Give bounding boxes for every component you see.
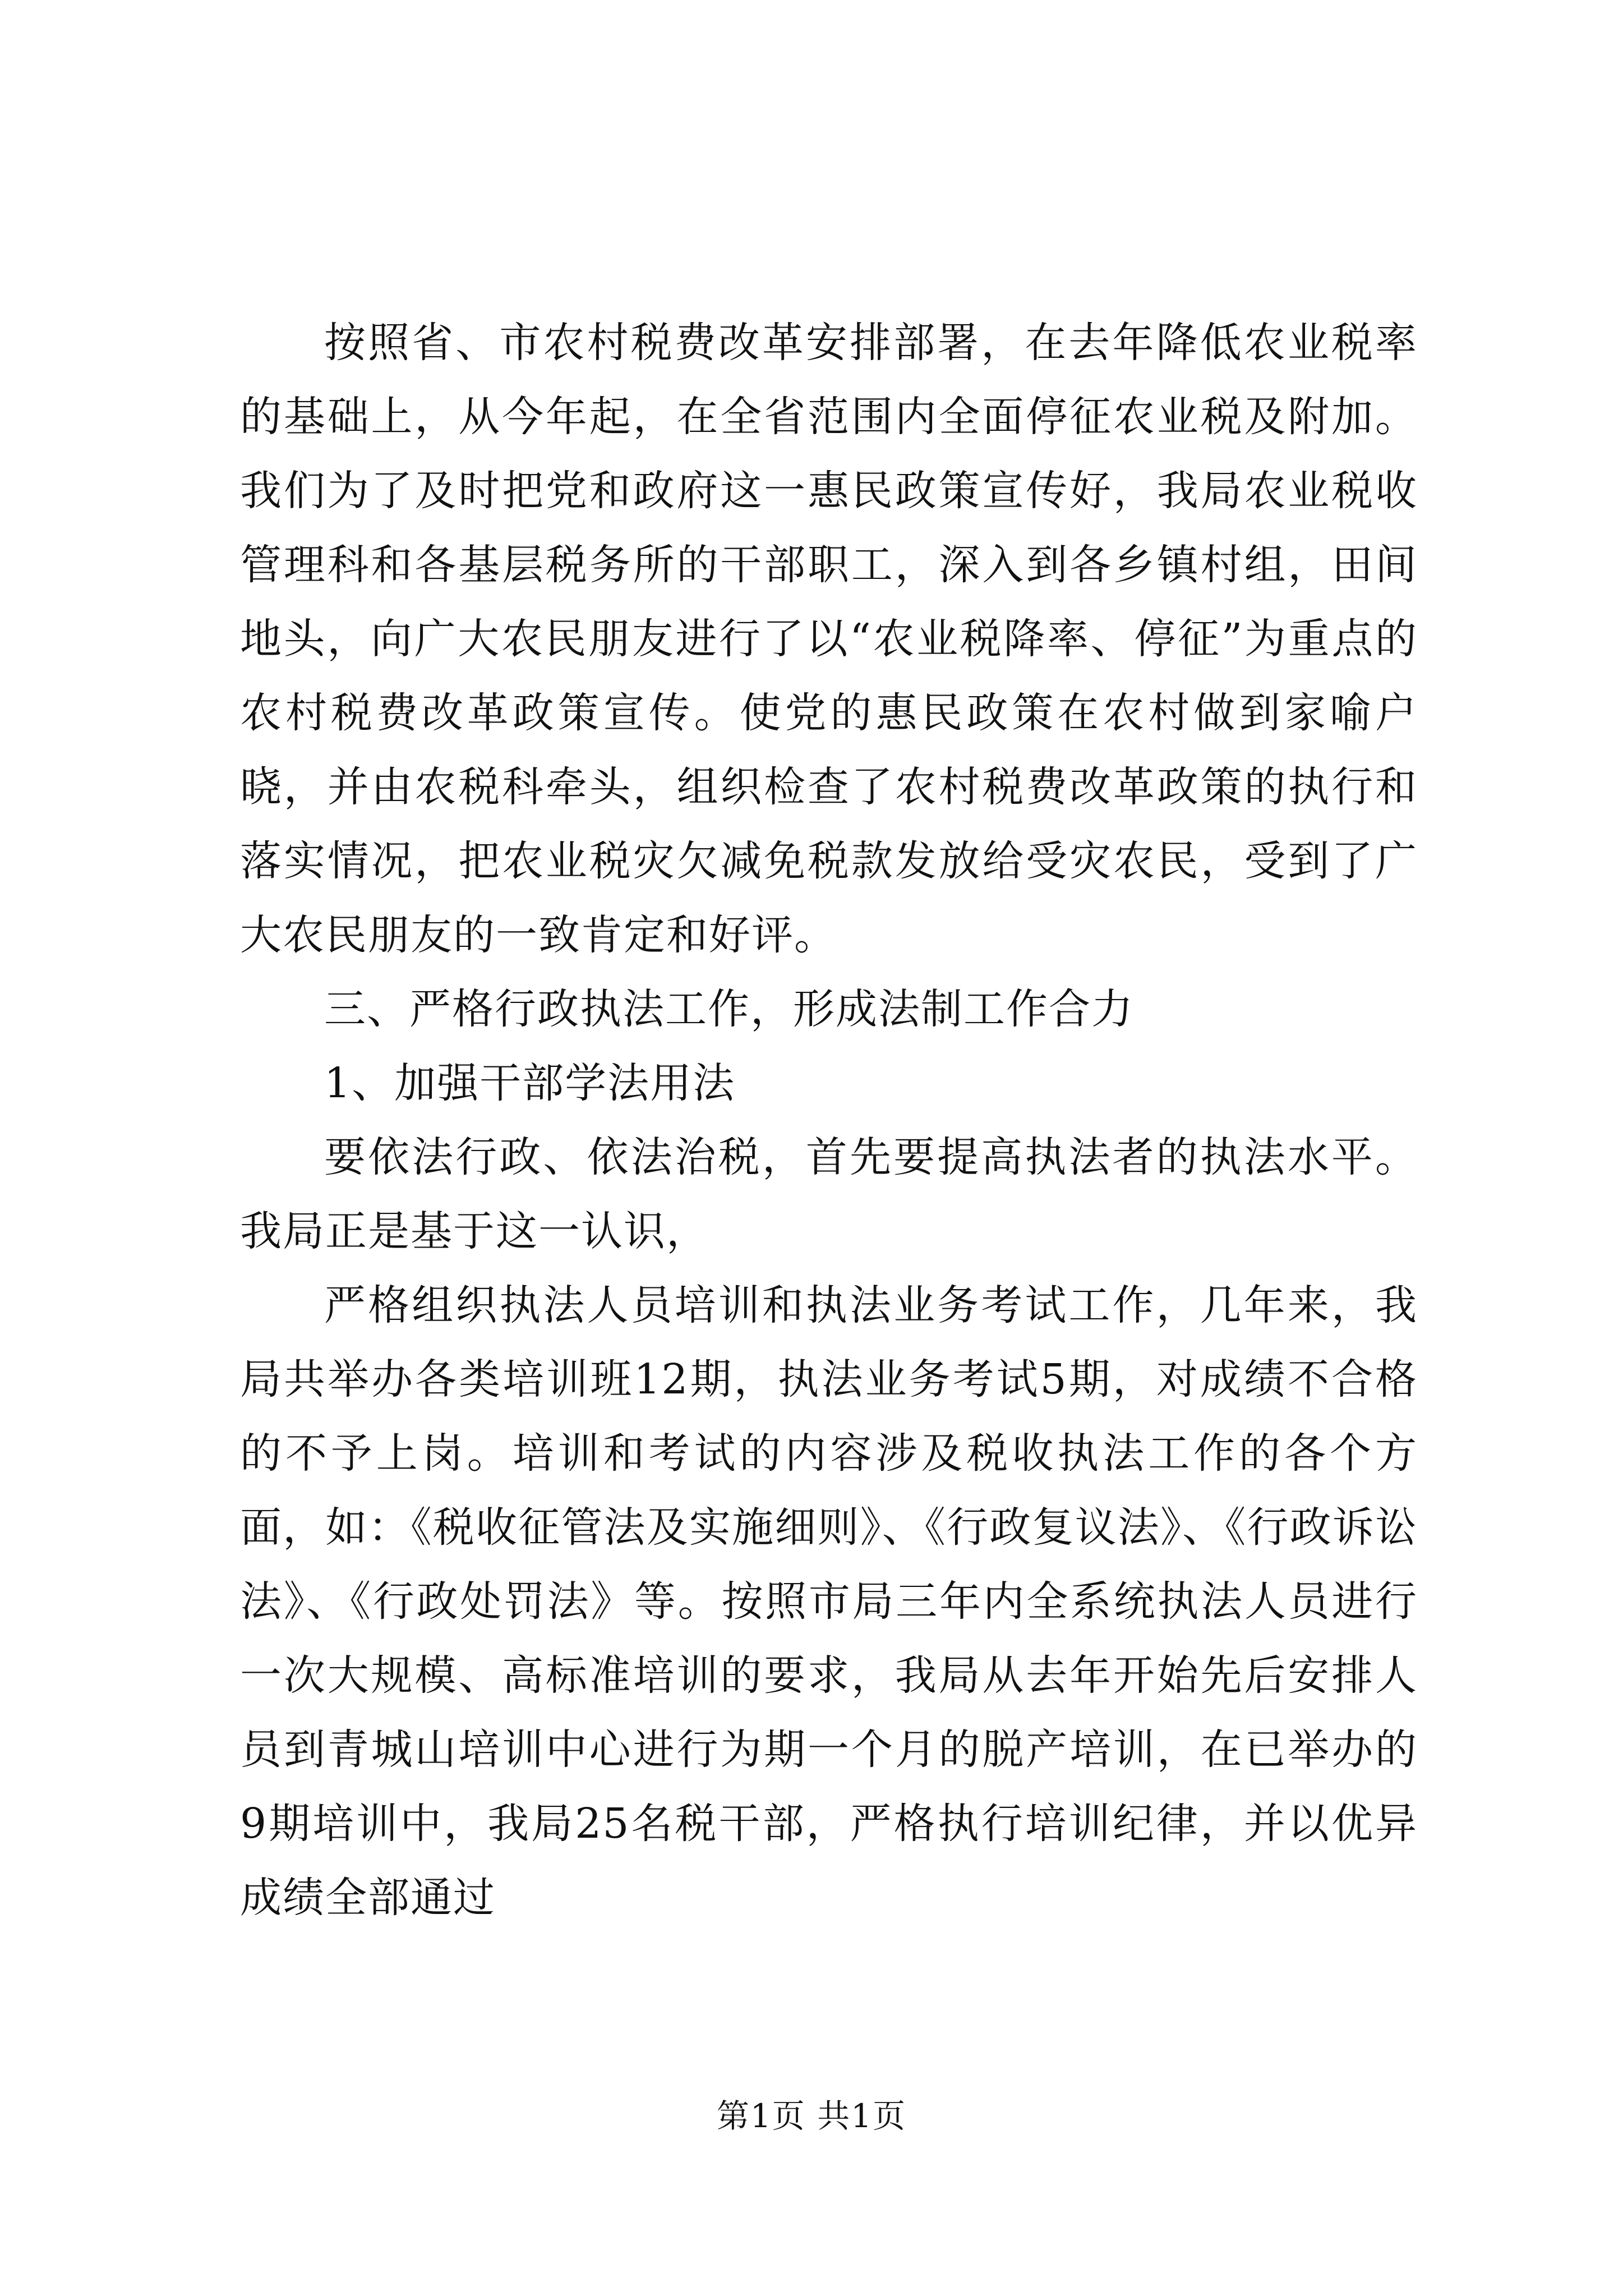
document-body [240,306,1418,1935]
section-heading-law-enforcement: 三、严格行政执法工作，形成法制工作合力 [324,985,1134,1033]
subsection-heading-cadre-law-study: 1、加强干部学法用法 [324,1059,736,1107]
paragraph-law-based-governance: 要依法行政、依法治税，首先要提高执法者的执法水平。我局正是基于这一认识， [240,1133,1418,1255]
paragraph-tax-reform: 按照省、市农村税费改革安排部署，在去年降低农业税率的基础上，从今年起，在全省范围内全面停征农业税及附加。我们为了及时把党和政府这一惠民政策宣传好，我局农业税收管理科和各基层税务所的干部职工，深入到各乡镇村组，田间地头，向广大农民朋友进行了以“农业税降率、停征”为重点的农村税费改革政策宣传。使党的惠民政策在农村做到家喻户晓，并由农税科牵头，组织检查了农村税费改革政策的执行和落实情况，把农业税灾欠减免税款发放给受灾农民，受到了广大农民朋友的一致肯定和好评。 [240,319,1418,959]
paragraph-training-exams: 严格组织执法人员培训和执法业务考试工作，几年来，我局共举办各类培训班12期，执法业务考试5期，对成绩不合格的不予上岗。培训和考试的内容涉及税收执法工作的各个方面，如：《税收征管法及实施细则》、《行政复议法》、《行政诉讼法》、《行政处罚法》等。按照市局三年内全系统执法人员进行一次大规模、高标准培训的要求，我局从去年开始先后安排人员到青城山培训中心进行为期一个月的脱产培训，在已举办的9期培训中，我局25名税干部，严格执行培训纪律，并以优异成绩全部通过 [240,1281,1418,1922]
page-footer: 第1页 共1页 [716,2097,907,2135]
